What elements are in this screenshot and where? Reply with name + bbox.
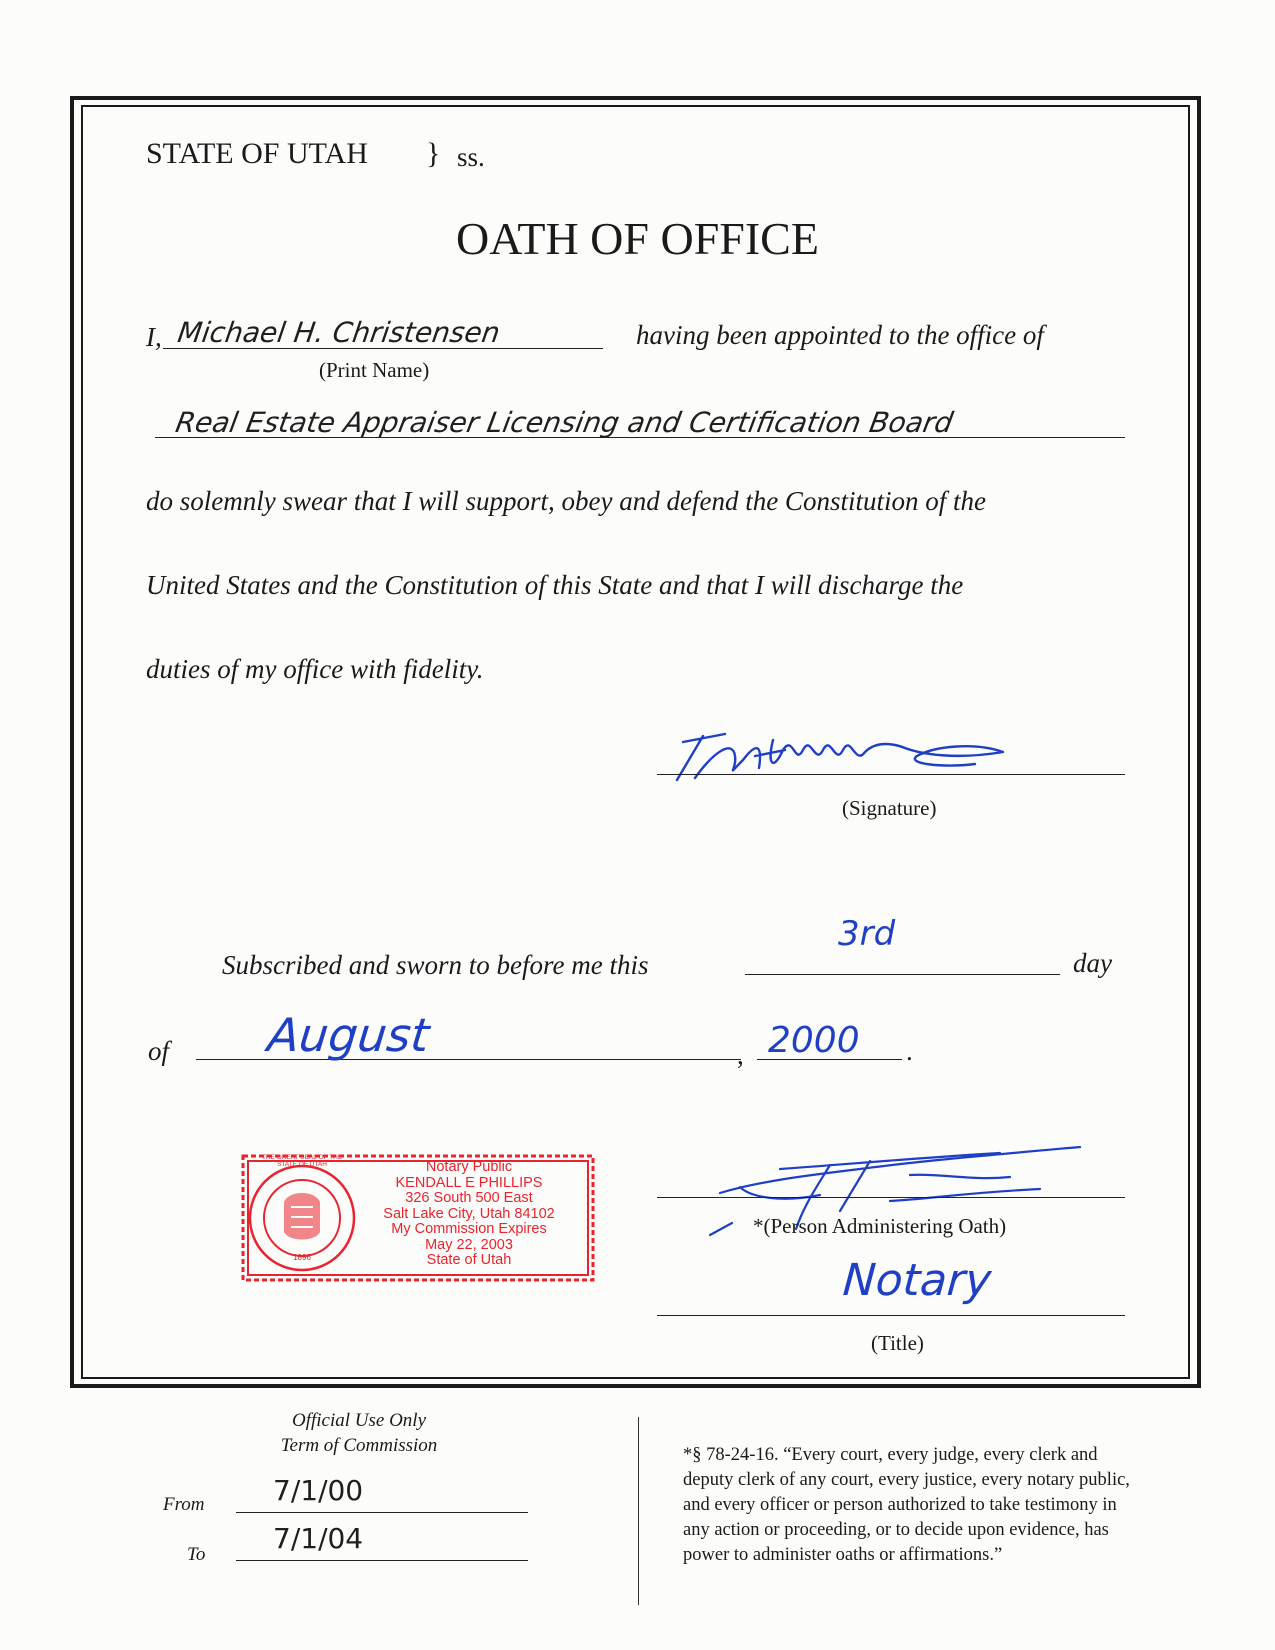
- notary-stamp: [239, 1152, 597, 1284]
- stamp-line: Notary Public: [425, 1159, 513, 1175]
- stamp-line: 326 South 500 East: [405, 1190, 533, 1206]
- day-label: day: [1073, 948, 1112, 978]
- signature-label: (Signature): [842, 796, 937, 820]
- seal-year: 1896: [293, 1253, 311, 1262]
- appointed-text: having been appointed to the office of: [636, 320, 1044, 350]
- statute-line: power to administer oaths or affirmations.”: [683, 1545, 1003, 1565]
- stamp-line: KENDALL E PHILLIPS: [395, 1174, 543, 1191]
- to-line: [236, 1560, 528, 1561]
- stamp-line: Salt Lake City, Utah 84102: [383, 1205, 555, 1222]
- day-handwritten: 3rd: [838, 914, 896, 954]
- vertical-divider: [638, 1417, 639, 1605]
- statute-line: and every officer or person authorized to take testimony in: [683, 1495, 1117, 1515]
- oath-pronoun: I,: [146, 322, 162, 352]
- from-line: [236, 1512, 528, 1513]
- name-handwritten: Michael H. Christensen: [175, 316, 503, 349]
- statute-line: *§ 78-24-16. “Every court, every judge, every clerk and: [683, 1445, 1098, 1465]
- subscribed-text: Subscribed and sworn to before me this: [222, 950, 649, 980]
- office-handwritten: Real Estate Appraiser Licensing and Certification Board: [173, 406, 956, 439]
- swear-line-1: do solemnly swear that I will support, obey and defend the Constitution of the: [146, 486, 986, 516]
- to-label: To: [187, 1544, 206, 1565]
- of-label: of: [148, 1036, 170, 1066]
- from-label: From: [163, 1494, 205, 1515]
- year-handwritten: 2000: [768, 1020, 860, 1061]
- swear-line-3: duties of my office with fidelity.: [146, 654, 484, 684]
- period: .: [906, 1036, 913, 1066]
- stamp-line: My Commission Expires: [391, 1221, 547, 1237]
- state-ss: ss.: [457, 142, 485, 172]
- month-handwritten: August: [265, 1008, 432, 1062]
- print-name-label: (Print Name): [319, 358, 430, 382]
- statute-text: [683, 1443, 1130, 1568]
- statute-line: deputy clerk of any court, every justice, every notary public,: [683, 1470, 1130, 1490]
- term-of-commission-heading: Term of Commission: [280, 1435, 438, 1456]
- comma: ,: [737, 1040, 744, 1070]
- administering-line: [657, 1197, 1125, 1198]
- statute-line: any action or proceeding, or to decide upon evidence, has: [683, 1520, 1109, 1540]
- administering-label: *(Person Administering Oath): [753, 1214, 1007, 1238]
- title-line: [657, 1315, 1125, 1316]
- state-brace: }: [426, 137, 441, 170]
- official-use-heading: Official Use Only: [291, 1410, 427, 1431]
- day-line: [745, 974, 1060, 975]
- stamp-line: May 22, 2003: [425, 1236, 513, 1253]
- from-handwritten: 7/1/00: [273, 1474, 364, 1507]
- seal-ring-text: THE GREAT SEAL OF THE STATE OF UTAH: [261, 1154, 343, 1168]
- signature-line: [657, 774, 1125, 775]
- title-label: (Title): [871, 1331, 924, 1355]
- state-label: STATE OF UTAH: [146, 137, 368, 170]
- swear-line-2: United States and the Constitution of this State and that I will discharge the: [146, 570, 964, 600]
- to-handwritten: 7/1/04: [273, 1522, 364, 1555]
- notary-stamp-text: [354, 1160, 584, 1269]
- title-handwritten: Notary: [841, 1255, 993, 1306]
- page-title: OATH OF OFFICE: [456, 213, 819, 264]
- stamp-line: State of Utah: [426, 1252, 512, 1268]
- oath-taker-signature: [655, 720, 1055, 790]
